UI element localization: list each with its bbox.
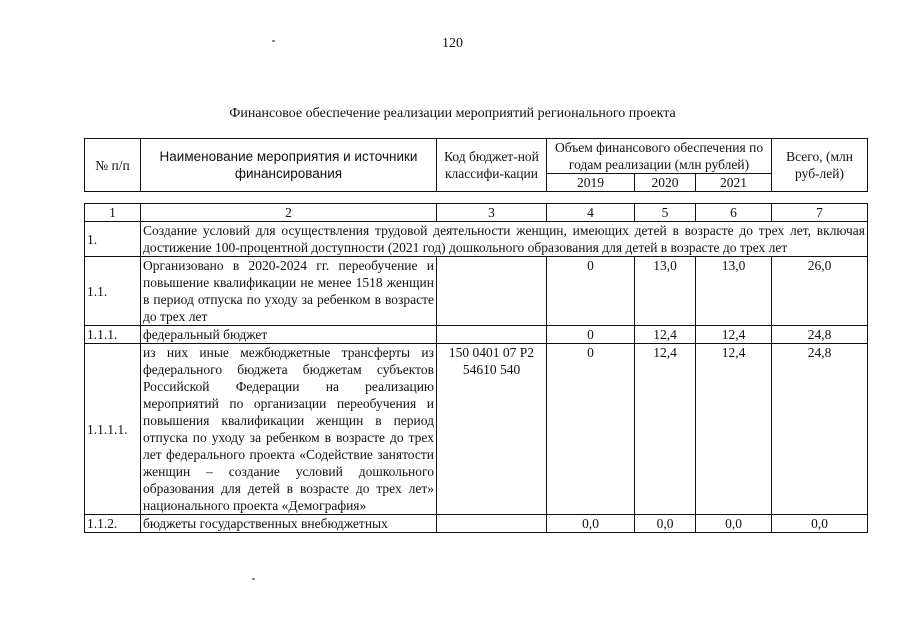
table-body — [84, 203, 868, 533]
header-num: № п/п — [85, 139, 141, 192]
row-2020: 12,4 — [635, 344, 696, 515]
table-header — [84, 138, 868, 192]
header-code: Код бюджет-ной классифи-кации — [437, 139, 547, 192]
column-number: 5 — [635, 204, 696, 222]
table-row — [85, 257, 868, 326]
row-2019: 0 — [547, 344, 635, 515]
scan-speck — [252, 578, 255, 580]
row-name: Создание условий для осуществления трудовой деятельности женщин, имеющих детей в возрасте до трех лет, включая достижение 100-процентной доступности (2021 год) дошкольного образования для детей в возрасте до трех лет — [141, 222, 868, 257]
row-2020: 0,0 — [635, 515, 696, 533]
row-2021: 0,0 — [696, 515, 772, 533]
page-number: 120 — [442, 36, 463, 51]
row-code — [437, 515, 547, 533]
column-number: 7 — [772, 204, 868, 222]
row-num: 1.1.1. — [85, 326, 141, 344]
column-number: 4 — [547, 204, 635, 222]
table-row — [85, 326, 868, 344]
row-2019: 0 — [547, 257, 635, 326]
column-number: 2 — [141, 204, 437, 222]
row-num: 1.1. — [85, 257, 141, 326]
row-2020: 13,0 — [635, 257, 696, 326]
row-name: бюджеты государственных внебюджетных — [141, 515, 437, 533]
header-total: Всего, (млн руб-лей) — [772, 139, 868, 192]
column-number: 3 — [437, 204, 547, 222]
document-title: Финансовое обеспечение реализации мероприятий регионального проекта — [229, 106, 676, 121]
table-row — [85, 344, 868, 515]
row-num: 1. — [85, 222, 141, 257]
row-2019: 0 — [547, 326, 635, 344]
table-row — [85, 222, 868, 257]
row-code — [437, 257, 547, 326]
header-name: Наименование мероприятия и источники финансирования — [141, 139, 437, 192]
row-code: 150 0401 07 Р2 54610 540 — [437, 344, 547, 515]
row-2021: 13,0 — [696, 257, 772, 326]
row-code — [437, 326, 547, 344]
column-number: 1 — [85, 204, 141, 222]
row-name: из них иные межбюджетные трансферты из федерального бюджета бюджетам субъектов Российской Федерации на реализацию мероприятий по организации переобучения и повышения квалификации женщин в период отпуска по уходу за ребенком в возрасте до трех лет федерального проекта «Содействие занятости женщин – создание условий дошкольного образования для детей в возрасте до трех лет» национального проекта «Демография» — [141, 344, 437, 515]
row-name: Организовано в 2020-2024 гг. переобучение и повышение квалификации не менее 1518 женщин в период отпуска по уходу за ребенком в возрасте до трех лет — [141, 257, 437, 326]
row-2019: 0,0 — [547, 515, 635, 533]
row-num: 1.1.1.1. — [85, 344, 141, 515]
header-year-2020: 2020 — [635, 174, 696, 192]
table-row — [85, 515, 868, 533]
scan-speck — [272, 40, 275, 42]
row-2020: 12,4 — [635, 326, 696, 344]
header-volume: Объем финансового обеспечения по годам реализации (млн рублей) — [547, 139, 772, 174]
header-year-2019: 2019 — [547, 174, 635, 192]
row-name: федеральный бюджет — [141, 326, 437, 344]
row-num: 1.1.2. — [85, 515, 141, 533]
row-total: 0,0 — [772, 515, 868, 533]
row-2021: 12,4 — [696, 344, 772, 515]
column-numbers-row — [85, 204, 868, 222]
column-number: 6 — [696, 204, 772, 222]
row-total: 24,8 — [772, 344, 868, 515]
header-year-2021: 2021 — [696, 174, 772, 192]
row-2021: 12,4 — [696, 326, 772, 344]
row-total: 26,0 — [772, 257, 868, 326]
row-total: 24,8 — [772, 326, 868, 344]
